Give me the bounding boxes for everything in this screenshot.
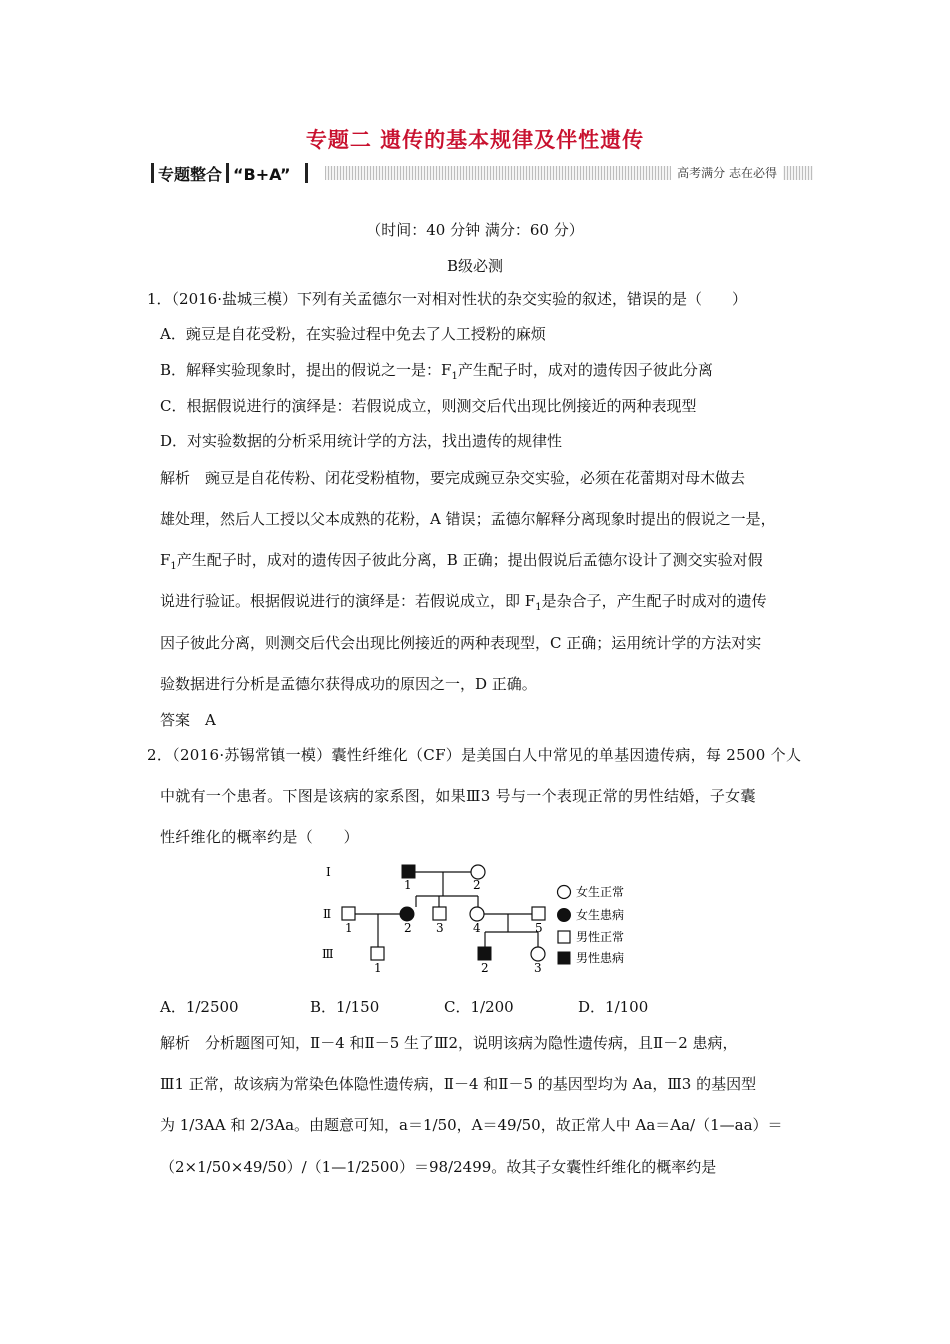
- individual-number: 2: [473, 878, 481, 892]
- normal-male-symbol: [371, 947, 384, 960]
- q1-option-c: C．根据假说进行的演绎是：若假说成立，则测交后代出现比例接近的两种表现型: [160, 397, 697, 415]
- q2-analysis-line: 为 1/3AA 和 2/3Aa。由题意可知，a＝1/50，A＝49/50，故正常人中 Aa＝Aa/（1—aa）＝: [160, 1116, 783, 1134]
- normal-female-symbol: [471, 865, 485, 879]
- q1-analysis-line: 因子彼此分离，则测交后代会出现比例接近的两种表现型，C 正确；运用统计学的方法对实: [160, 634, 762, 652]
- q1-analysis-line: 验数据进行分析是孟德尔获得成功的原因之一，D 正确。: [160, 675, 537, 693]
- q1-analysis-line: 雄处理，然后人工授以父本成熟的花粉，A 错误；孟德尔解释分离现象时提出的假说之一是，: [160, 510, 776, 528]
- q2-stem-line: 中就有一个患者。下图是该病的家系图，如果Ⅲ3 号与一个表现正常的男性结婚，子女囊: [160, 787, 756, 805]
- q2-analysis-line: （2×1/50×49/50）/（1—1/2500）＝98/2499。故其子女囊性纤维化的概率约是: [160, 1158, 717, 1176]
- individual-number: 5: [535, 921, 543, 935]
- individual-number: 4: [473, 921, 481, 935]
- individual-number: 1: [374, 961, 382, 975]
- individual-number: 3: [436, 921, 444, 935]
- individual-number: 1: [345, 921, 353, 935]
- q1-analysis-line: 解析 豌豆是自花传粉、闭花受粉植物，要完成豌豆杂交实验，必须在花蕾期对母木做去: [160, 469, 746, 487]
- legend-label: 女生患病: [576, 908, 625, 922]
- banner-bar-mid: [226, 163, 229, 183]
- q1-option-b: B．解释实验现象时，提出的假说之一是：$F_1$产生配子时，成对的遗传因子彼此分离: [160, 361, 713, 382]
- q2-option-a: A．1/2500: [160, 998, 239, 1016]
- generation-label: Ⅱ: [323, 907, 332, 921]
- normal-female-symbol: [531, 947, 545, 961]
- q1-answer: 答案 A: [160, 711, 216, 729]
- normal-male-symbol: [433, 907, 446, 920]
- q2-option-d: D．1/100: [578, 998, 649, 1016]
- q1-option-a: A．豌豆是自花受粉，在实验过程中免去了人工授粉的麻烦: [160, 325, 546, 343]
- q1-stem: 1．（2016·盐城三模）下列有关孟德尔一对相对性状的杂交实验的叙述，错误的是（ ）: [147, 290, 747, 308]
- individual-number: 2: [481, 961, 489, 975]
- pedigree-legend: [558, 884, 625, 965]
- banner-level: “B+A”: [233, 165, 291, 184]
- normal-male-symbol: [532, 907, 545, 920]
- pedigree-chart: [318, 852, 648, 980]
- legend-affected-female-symbol: [558, 909, 571, 922]
- q2-analysis-line: 解析 分析题图可知，Ⅱ－4 和Ⅱ－5 生了Ⅲ2，说明该病为隐性遗传病，且Ⅱ－2 患病，: [160, 1034, 738, 1052]
- banner-topic: 专题整合: [158, 165, 223, 184]
- normal-female-symbol: [470, 907, 484, 921]
- normal-male-symbol: [342, 907, 355, 920]
- banner-bar-right: [305, 163, 308, 183]
- individual-number: 2: [404, 921, 412, 935]
- affected-male-symbol: [402, 865, 415, 878]
- section-banner: [147, 160, 813, 190]
- legend-normal-male-symbol: [558, 931, 570, 943]
- section-heading: B级必测: [446, 257, 504, 275]
- banner-slogan: 高考满分 志在必得: [671, 164, 783, 181]
- q1-analysis-line: 说进行验证。根据假说进行的演绎是：若假说成立，即 $F_1$是杂合子，产生配子时成对的遗传: [160, 592, 767, 613]
- page-title: 专题二 遗传的基本规律及伴性遗传: [305, 128, 645, 152]
- generation-label: Ⅲ: [322, 947, 334, 961]
- individual-number: 1: [404, 878, 412, 892]
- q2-stem-line: 2．（2016·苏锡常镇一模）囊性纤维化（CF）是美国白人中常见的单基因遗传病，每 2500 个人: [147, 746, 802, 764]
- banner-bar-left: [151, 163, 154, 183]
- legend-label: 男性正常: [576, 930, 625, 944]
- q2-option-b: B．1/150: [310, 998, 380, 1016]
- q2-analysis-line: Ⅲ1 正常，故该病为常染色体隐性遗传病，Ⅱ－4 和Ⅱ－5 的基因型均为 Aa，Ⅲ3 的基因型: [160, 1075, 757, 1093]
- exam-info: （时间：40 分钟 满分：60 分）: [366, 221, 584, 239]
- legend-label: 男性患病: [576, 951, 625, 965]
- affected-female-symbol: [400, 907, 414, 921]
- q2-stem-line: 性纤维化的概率约是（ ）: [160, 828, 359, 846]
- q1-analysis-line: $F_1$产生配子时，成对的遗传因子彼此分离，B 正确；提出假说后孟德尔设计了测交实验对假: [160, 551, 763, 572]
- affected-male-symbol: [478, 947, 491, 960]
- legend-label: 女生正常: [576, 885, 625, 899]
- q2-options: [160, 997, 728, 1017]
- legend-normal-female-symbol: [558, 886, 571, 899]
- q2-option-c: C．1/200: [444, 998, 514, 1016]
- individual-number: 3: [534, 961, 542, 975]
- q1-option-d: D．对实验数据的分析采用统计学的方法，找出遗传的规律性: [160, 432, 563, 450]
- generation-label: Ⅰ: [326, 865, 331, 879]
- banner-label: [147, 162, 312, 185]
- legend-affected-male-symbol: [558, 952, 570, 964]
